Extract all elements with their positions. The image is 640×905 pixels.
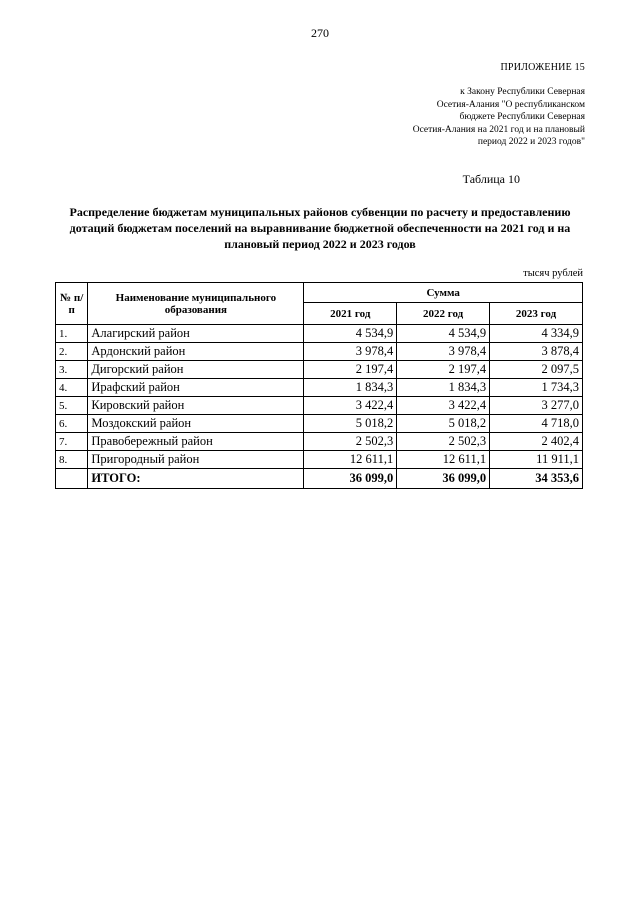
units-label: тысяч рублей (523, 268, 583, 279)
value-2021: 4 534,9 (304, 325, 397, 343)
table-row (56, 361, 583, 379)
total-number (56, 469, 88, 489)
document-title (55, 204, 585, 252)
row-number: 4. (56, 379, 88, 397)
value-2022: 3 422,4 (397, 397, 490, 415)
row-number: 3. (56, 361, 88, 379)
district-name: Пригородный район (88, 451, 304, 469)
law-reference-line: Осетия-Алания "О республиканском (436, 99, 585, 110)
district-name: Ирафский район (88, 379, 304, 397)
law-reference-line: период 2022 и 2023 годов" (477, 137, 585, 147)
total-label: ИТОГО: (88, 469, 304, 489)
value-2023: 4 718,0 (490, 415, 583, 433)
header-name: Наименование муниципального образования (88, 283, 304, 325)
value-2022: 5 018,2 (397, 415, 490, 433)
law-reference (392, 86, 585, 149)
value-2023: 3 878,4 (490, 343, 583, 361)
total-2022: 36 099,0 (397, 469, 490, 489)
district-name: Кировский район (88, 397, 304, 415)
value-2022: 2 197,4 (397, 361, 490, 379)
value-2022: 4 534,9 (397, 325, 490, 343)
table-row (56, 433, 583, 451)
title-line: плановый период 2022 и 2023 годов (224, 237, 416, 251)
value-2021: 2 197,4 (304, 361, 397, 379)
value-2023: 3 277,0 (490, 397, 583, 415)
header-sum: Сумма (304, 283, 583, 303)
value-2021: 3 978,4 (304, 343, 397, 361)
row-number: 5. (56, 397, 88, 415)
value-2023: 4 334,9 (490, 325, 583, 343)
value-2023: 2 097,5 (490, 361, 583, 379)
district-name: Ардонский район (88, 343, 304, 361)
total-2021: 36 099,0 (304, 469, 397, 489)
table-row (56, 451, 583, 469)
law-reference-line: Осетия-Алания на 2021 год и на плановый (412, 124, 585, 135)
row-number: 8. (56, 451, 88, 469)
row-number: 6. (56, 415, 88, 433)
value-2022: 12 611,1 (397, 451, 490, 469)
table-body (56, 325, 583, 469)
table-row (56, 415, 583, 433)
table-row (56, 325, 583, 343)
value-2022: 3 978,4 (397, 343, 490, 361)
table-row (56, 343, 583, 361)
value-2021: 2 502,3 (304, 433, 397, 451)
total-row (56, 469, 583, 489)
law-reference-line: бюджете Республики Северная (459, 112, 585, 122)
header-number: № п/п (56, 283, 88, 325)
page-number: 270 (311, 26, 329, 40)
header-year-2023: 2023 год (490, 303, 583, 325)
value-2021: 1 834,3 (304, 379, 397, 397)
district-name: Моздокский район (88, 415, 304, 433)
total-2023: 34 353,6 (490, 469, 583, 489)
table-row (56, 397, 583, 415)
value-2023: 11 911,1 (490, 451, 583, 469)
header-year-2022: 2022 год (397, 303, 490, 325)
title-line: дотаций бюджетам поселений на выравнивание бюджетной обеспеченности на 2021 год и на (69, 221, 571, 235)
title-line: Распределение бюджетам муниципальных районов субвенции по расчету и предоставлению (69, 205, 571, 219)
district-name: Дигорский район (88, 361, 304, 379)
row-number: 2. (56, 343, 88, 361)
district-name: Правобережный район (88, 433, 304, 451)
district-name: Алагирский район (88, 325, 304, 343)
value-2022: 1 834,3 (397, 379, 490, 397)
value-2021: 3 422,4 (304, 397, 397, 415)
value-2021: 5 018,2 (304, 415, 397, 433)
subsidy-table (55, 282, 583, 489)
value-2023: 1 734,3 (490, 379, 583, 397)
appendix-label: ПРИЛОЖЕНИЕ 15 (500, 62, 585, 73)
law-reference-line: к Закону Республики Северная (460, 87, 585, 97)
value-2023: 2 402,4 (490, 433, 583, 451)
table-label: Таблица 10 (462, 172, 520, 186)
value-2021: 12 611,1 (304, 451, 397, 469)
header-year-2021: 2021 год (304, 303, 397, 325)
header-row (56, 283, 583, 303)
value-2022: 2 502,3 (397, 433, 490, 451)
row-number: 1. (56, 325, 88, 343)
table-row (56, 379, 583, 397)
row-number: 7. (56, 433, 88, 451)
